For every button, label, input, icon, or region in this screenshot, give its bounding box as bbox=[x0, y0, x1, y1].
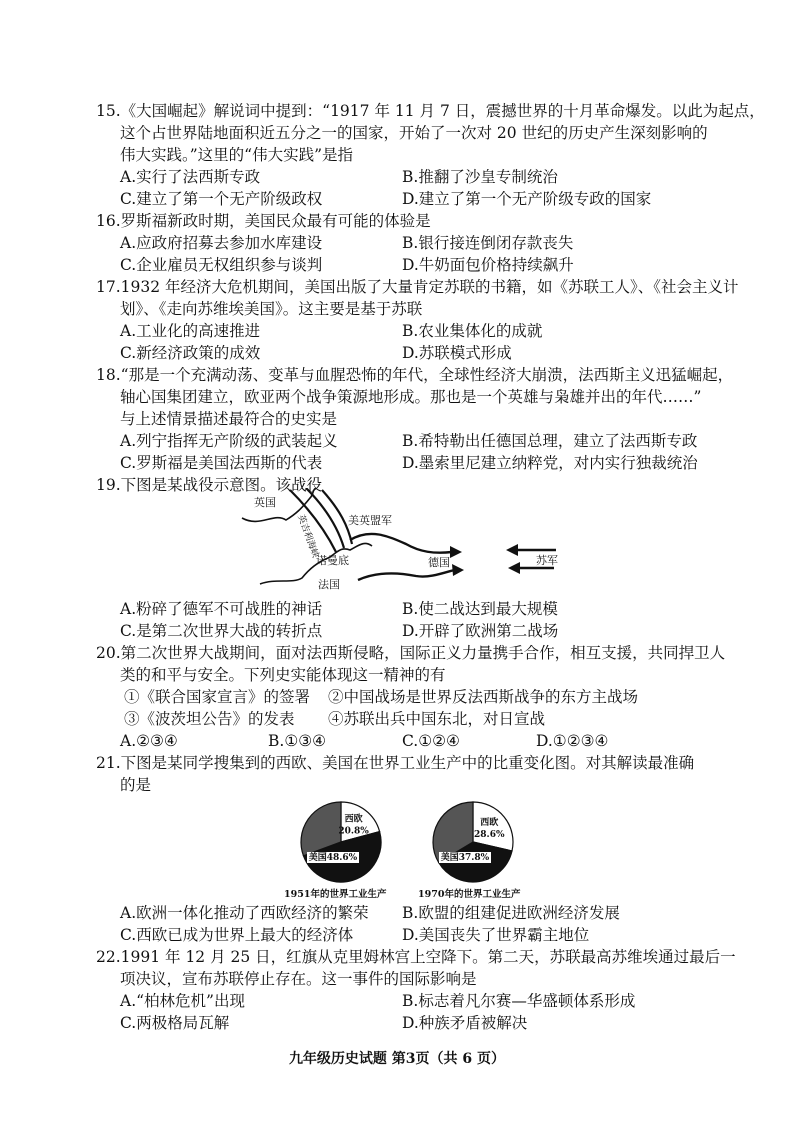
q15-stem-line1: 15.《大国崛起》解说词中提到：“1917 年 11 月 7 日，震撼世界的十月革命爆发。以此为起点， bbox=[96, 102, 765, 120]
q22-stem-line2: 项决议，宣布苏联停止存在。这一事件的国际影响是 bbox=[120, 970, 477, 988]
q21-option-b: B.欧盟的组建促进欧洲经济发展 bbox=[402, 904, 620, 922]
q18-stem-line1: 18.“那是一个充满动荡、变革与血腥恐怖的年代，全球性经济大崩溃，法西斯主义迅猛崛起， bbox=[96, 366, 734, 384]
label-normandy: 诺曼底 bbox=[316, 554, 349, 567]
pie-slice-name-label: 西欧 bbox=[480, 818, 499, 829]
pie-chart-1951 bbox=[286, 796, 396, 886]
q15-stem-line3: 伟大实践。”这里的“伟大实践”是指 bbox=[120, 146, 354, 164]
q20-statement-3: ③《波茨坦公告》的发表 bbox=[124, 710, 295, 728]
q18-stem-line2: 轴心国集团建立，欧亚两个战争策源地形成。那也是一个英雄与枭雄并出的年代……” bbox=[120, 388, 702, 406]
q19-stem: 19.下图是某战役示意图。该战役 bbox=[96, 476, 323, 494]
q17-option-d: D.苏联模式形成 bbox=[402, 344, 512, 362]
q20-statement-1: ①《联合国家宣言》的签署 bbox=[124, 688, 311, 706]
q22-stem-line1: 22.1991 年 12 月 25 日，红旗从克里姆林宫上空降下。第二天，苏联最高苏维埃通过最后一 bbox=[96, 948, 736, 966]
q19-option-c: C.是第二次世界大战的转折点 bbox=[120, 622, 323, 640]
normandy-battle-map bbox=[240, 488, 570, 598]
q21-stem-line1: 21.下图是某同学搜集到的西欧、美国在世界工业生产中的比重变化图。对其解读最准确 bbox=[96, 754, 695, 772]
q15-option-c: C.建立了第一个无产阶级政权 bbox=[120, 190, 323, 208]
label-allied-forces: 美英盟军 bbox=[348, 514, 392, 527]
q16-stem: 16.罗斯福新政时期，美国民众最有可能的体验是 bbox=[96, 212, 431, 230]
q16-option-b: B.银行接连倒闭存款丧失 bbox=[402, 234, 574, 252]
q20-statement-2: ②中国战场是世界反法西斯战争的东方主战场 bbox=[328, 688, 639, 706]
pie-slice-label-usa: 美国37.8% bbox=[440, 853, 490, 863]
pie-slice-value-label: 28.6% bbox=[474, 830, 505, 841]
q15-stem-line2: 这个占世界陆地面积近五分之一的国家，开始了一次对 20 世纪的历史产生深刻影响的 bbox=[120, 124, 708, 142]
q17-stem-line1: 17.1932 年经济大危机期间，美国出版了大量肯定苏联的书籍，如《苏联工人》、《社会主义计 bbox=[96, 278, 739, 296]
q22-option-a: A.“柏林危机”出现 bbox=[120, 992, 245, 1010]
q19-option-a: A.粉碎了德军不可战胜的神话 bbox=[120, 600, 323, 618]
q17-option-a: A.工业化的高速推进 bbox=[120, 322, 261, 340]
q20-option-d: D.①②③④ bbox=[536, 732, 609, 750]
q22-option-d: D.种族矛盾被解决 bbox=[402, 1014, 528, 1032]
allied-advance-arrow-2 bbox=[358, 570, 454, 580]
allied-advance-arrowhead-1 bbox=[450, 546, 462, 558]
soviet-arrowhead-2 bbox=[508, 562, 520, 574]
q18-option-b: B.希特勒出任德国总理，建立了法西斯专政 bbox=[402, 432, 698, 450]
q20-option-a: A.②③④ bbox=[120, 732, 178, 750]
pie-1951-title: 1951年的世界工业生产 bbox=[284, 889, 387, 900]
label-france: 法国 bbox=[318, 578, 340, 591]
q17-stem-line2: 划》、《走向苏维埃美国》。这主要是基于苏联 bbox=[120, 300, 423, 318]
q16-option-a: A.应政府招募去参加水库建设 bbox=[120, 234, 323, 252]
q18-option-d: D.墨索里尼建立纳粹党，对内实行独裁统治 bbox=[402, 454, 698, 472]
q20-statement-4: ④苏联出兵中国东北，对日宣战 bbox=[328, 710, 546, 728]
q22-option-b: B.标志着凡尔赛—华盛顿体系形成 bbox=[402, 992, 636, 1010]
q16-option-c: C.企业雇员无权组织参与谈判 bbox=[120, 256, 323, 274]
q18-option-a: A.列宁指挥无产阶级的武装起义 bbox=[120, 432, 338, 450]
page-footer: 九年级历史试题 第3页（共 6 页） bbox=[288, 1051, 506, 1067]
q21-option-c: C.西欧已成为世界上最大的经济体 bbox=[120, 926, 354, 944]
q15-option-d: D.建立了第一个无产阶级专政的国家 bbox=[402, 190, 652, 208]
q20-stem-line1: 20.第二次世界大战期间，面对法西斯侵略，国际正义力量携手合作，相互支援，共同捍卫人 bbox=[96, 644, 726, 662]
soviet-arrowhead-1 bbox=[506, 544, 518, 556]
q21-option-a: A.欧洲一体化推动了西欧经济的繁荣 bbox=[120, 904, 369, 922]
pie-chart-1970 bbox=[418, 796, 528, 886]
pie-slice-label-usa: 美国48.6% bbox=[308, 853, 358, 863]
pie-slice-name-label: 西欧 bbox=[344, 814, 363, 825]
q20-option-b: B.①③④ bbox=[268, 732, 327, 750]
q17-option-b: B.农业集体化的成就 bbox=[402, 322, 543, 340]
label-english-channel: 英吉利海峡 bbox=[295, 513, 320, 560]
q18-stem-line3: 与上述情景描述最符合的史实是 bbox=[120, 410, 338, 428]
q19-option-d: D.开辟了欧洲第二战场 bbox=[402, 622, 559, 640]
q21-option-d: D.美国丧失了世界霸主地位 bbox=[402, 926, 590, 944]
q20-option-c: C.①②④ bbox=[402, 732, 460, 750]
allied-advance-arrowhead-2 bbox=[452, 564, 464, 576]
pie-1970-title: 1970年的世界工业生产 bbox=[418, 889, 521, 900]
q21-stem-line2: 的是 bbox=[120, 776, 152, 794]
q17-option-c: C.新经济政策的成效 bbox=[120, 344, 261, 362]
label-germany: 德国 bbox=[428, 556, 450, 569]
q22-option-c: C.两极格局瓦解 bbox=[120, 1014, 230, 1032]
q19-option-b: B.使二战达到最大规模 bbox=[402, 600, 558, 618]
q16-option-d: D.牛奶面包价格持续飙升 bbox=[402, 256, 574, 274]
q20-stem-line2: 类的和平与安全。下列史实能体现这一精神的有 bbox=[120, 666, 446, 684]
label-uk: 英国 bbox=[254, 496, 276, 509]
label-soviet: 苏军 bbox=[536, 554, 558, 567]
q15-option-b: B.推翻了沙皇专制统治 bbox=[402, 168, 558, 186]
q18-option-c: C.罗斯福是美国法西斯的代表 bbox=[120, 454, 323, 472]
q15-option-a: A.实行了法西斯专政 bbox=[120, 168, 261, 186]
pie-slice-value-label: 20.8% bbox=[338, 826, 369, 837]
